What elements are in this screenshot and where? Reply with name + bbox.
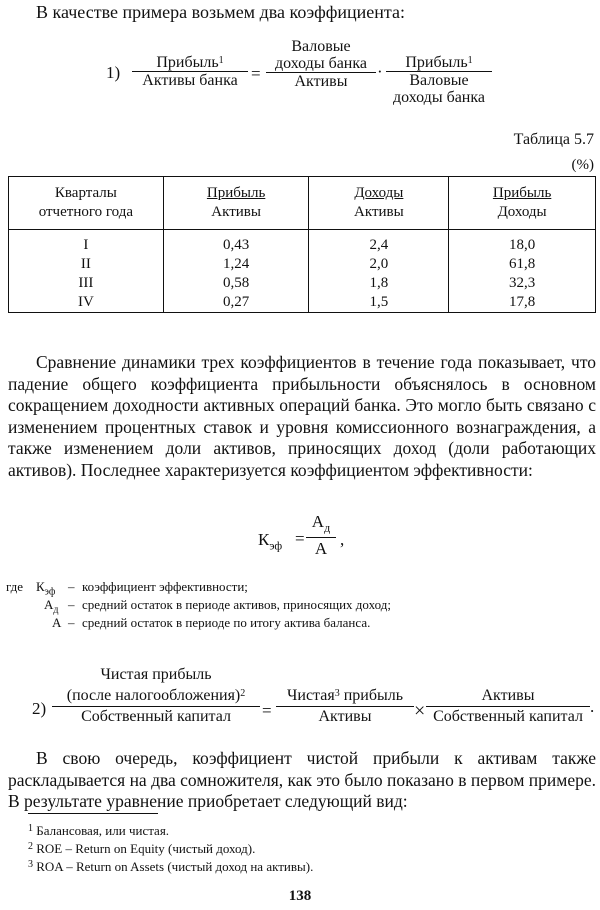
fraction-profit-assets: Прибыль$^1$ Активы банка [132,54,248,89]
cell-quarter: I [9,230,164,256]
legend-symbol: $А_д$ [44,597,59,616]
cell-value: 2,0 [309,255,449,274]
footnote: $^2$ ROE – Return on Equity (чистый доход). [28,841,256,856]
cell-value: 61,8 [449,255,596,274]
fraction-profit-revenue: Прибыль$^1$ Валовые доходы банка [386,54,492,106]
fraction-net-profit-assets: Чистая$^3$ прибыль Активы [276,685,414,727]
cell-value: 2,4 [309,230,449,256]
footnotes [28,822,313,876]
fraction-net-profit-equity: Чистая прибыль (после налогообложения)$^2$ Собственный капитал [52,664,260,727]
formula-1 [0,38,600,118]
cell-quarter: IV [9,293,164,313]
cell-value: 1,24 [163,255,309,274]
cell-value: 32,3 [449,274,596,293]
cell-value: 1,5 [309,293,449,313]
table-row [9,274,596,293]
period: . [590,697,595,716]
table-row [9,293,596,313]
header-revenue-assets: Доходы Активы [309,177,449,230]
legend-symbol: $К_{эф}$ [36,579,56,598]
legend-dash: – [68,615,75,630]
legend-dash: – [68,597,75,612]
formula-number: 1) [106,63,121,82]
efficiency-formula [0,512,600,572]
cell-value: 18,0 [449,230,596,256]
legend-text: средний остаток в периоде активов, приносящих доход; [82,597,391,612]
where-word: где [6,579,24,594]
formula-2 [0,664,600,734]
header-profit-assets: Прибыль Активы [163,177,309,230]
footnote-separator [28,813,158,814]
legend-symbol: А [52,615,62,630]
header-quarters: Кварталы отчетного года [9,177,164,230]
cell-value: 0,43 [163,230,309,256]
equals-sign: = [295,529,305,548]
cell-value: 17,8 [449,293,596,313]
footnote: $^1$ Балансовая, или чистая. [28,823,170,838]
table-row [9,255,596,274]
cell-value: 1,8 [309,274,449,293]
comma: , [340,530,345,549]
keff-symbol: $К_{эф}$ [258,530,283,553]
legend-text: средний остаток в периоде по итогу актива баланса. [82,615,371,630]
table-unit: (%) [571,157,594,173]
cell-value: 0,27 [163,293,309,313]
table-caption: Таблица 5.7 [513,131,594,148]
table-row [9,230,596,256]
paragraph-decomposition: В свою очередь, коэффициент чистой прибыли к активам также раскладывается на два сомножителя, как это было показано в первом примере. В результате уравнение приобретает следующий вид: [8,748,596,811]
cell-quarter: III [9,274,164,293]
footnote: $^3$ ROA – Return on Assets (чистый доход на активы). [28,859,314,874]
cell-value: 0,58 [163,274,309,293]
legend-dash: – [68,579,75,594]
coefficients-table [8,176,596,313]
fraction-revenue-assets: Валовые доходы банка Активы [266,38,376,90]
paragraph-dynamics: Сравнение динамики трех коэффициентов в течение года показывает, что падение общего коэффициента прибыльности объяснялось в основном сокращением доходности активных операций банка. Это могло быть связано с изменением процентных ставок и уровня комиссионного вознаграждения, а также изменением доли активов, приносящих доход (доли работающих активов). Последнее характеризуется коэффициентом эффективности: [8,352,596,480]
page-number: 138 [288,888,312,904]
multiply-dot: · [377,62,383,81]
legend [6,578,391,632]
equals-sign: = [251,64,261,83]
cell-quarter: II [9,255,164,274]
legend-text: коэффициент эффективности; [82,579,248,594]
header-profit-revenue: Прибыль Доходы [449,177,596,230]
fraction-assets-equity: Активы Собственный капитал [426,685,590,727]
intro-text: В качестве примера возьмем два коэффициента: [36,2,405,22]
fraction-ad-a: $А_д$ А [306,512,336,560]
equals-sign: = [262,701,272,720]
times-sign: × [414,700,426,722]
formula-number: 2) [32,699,47,718]
